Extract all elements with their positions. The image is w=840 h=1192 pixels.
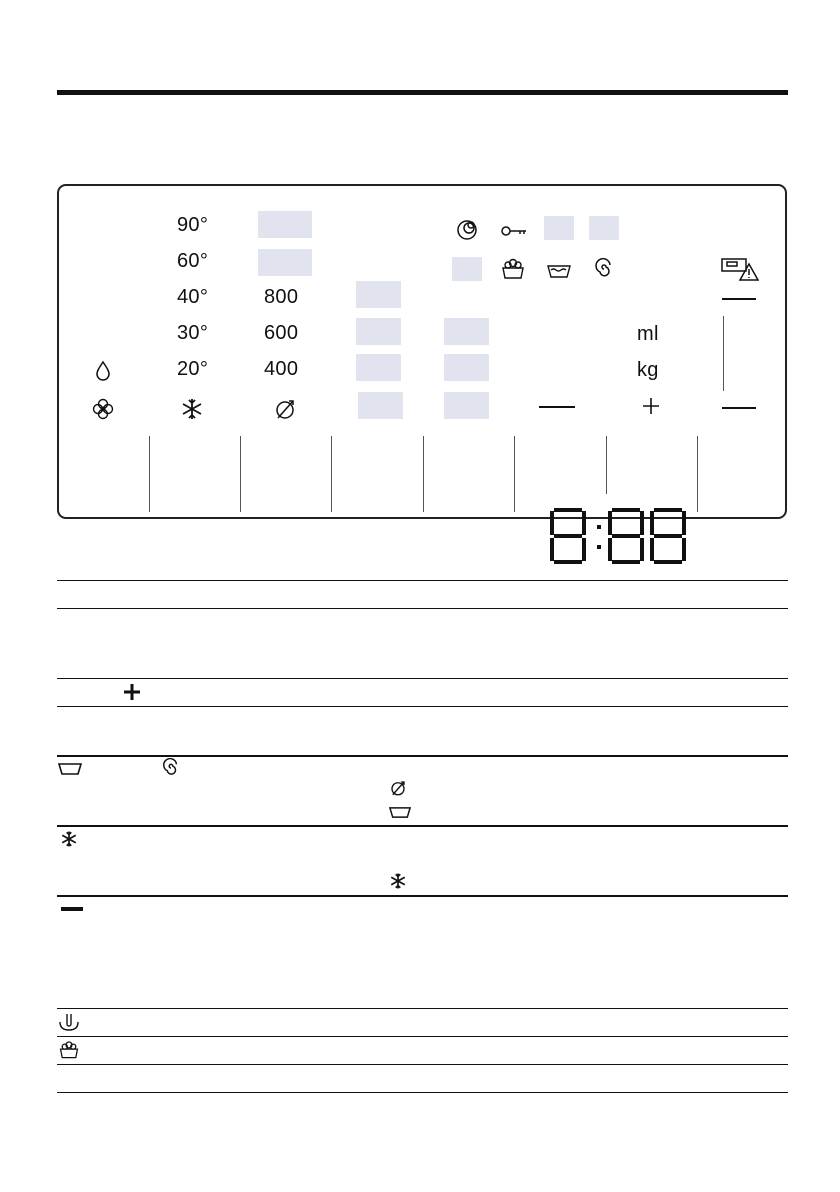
- rinse-tub-icon: [546, 263, 572, 284]
- table-rule: [57, 1064, 788, 1065]
- button-divider: [606, 436, 607, 494]
- indicator-box: [444, 392, 489, 419]
- temp-90[interactable]: 90°: [177, 214, 209, 236]
- spin-600[interactable]: 600: [264, 322, 299, 344]
- table-rule: [57, 1036, 788, 1037]
- indicator-box: [356, 281, 401, 308]
- right-dash-top: [722, 298, 756, 300]
- button-divider: [331, 436, 332, 512]
- table-rule: [57, 580, 788, 581]
- indicator-box: [452, 257, 482, 281]
- indicator-box: [544, 216, 574, 240]
- temp-30[interactable]: 30°: [177, 322, 209, 344]
- table-rule: [57, 895, 788, 897]
- spin-400[interactable]: 400: [264, 358, 299, 380]
- flower-icon: [91, 397, 115, 426]
- indicator-box: [444, 318, 489, 345]
- indicator-box: [444, 354, 489, 381]
- key-lock-icon: [500, 224, 528, 243]
- dosing-warning-icon: [721, 256, 759, 287]
- drop-icon: [93, 360, 113, 387]
- indicator-box: [258, 211, 312, 238]
- snowflake-icon: [60, 830, 78, 853]
- top-rule: [57, 90, 788, 95]
- minus-icon[interactable]: [539, 406, 575, 408]
- plus-icon[interactable]: [641, 396, 661, 421]
- stain-icon: [455, 216, 481, 247]
- indicator-box: [356, 318, 401, 345]
- segment-display: [550, 508, 690, 571]
- table-rule: [57, 1008, 788, 1009]
- unit-ml: ml: [637, 323, 659, 345]
- no-spin-icon: [389, 779, 407, 802]
- snowflake-icon: [180, 397, 204, 426]
- table-rule: [57, 825, 788, 827]
- temp-20[interactable]: 20°: [177, 358, 209, 380]
- table-rule: [57, 706, 788, 707]
- temp-60[interactable]: 60°: [177, 250, 209, 272]
- no-spin-icon: [273, 397, 297, 426]
- tub-icon: [58, 762, 82, 781]
- indicator-box: [589, 216, 619, 240]
- button-divider: [240, 436, 241, 512]
- plus-icon: [123, 683, 141, 706]
- tub-icon: [389, 806, 411, 824]
- spiral-icon: [161, 758, 181, 783]
- button-divider: [514, 436, 515, 512]
- prewash-tub-icon: [500, 258, 526, 285]
- button-divider: [423, 436, 424, 512]
- table-rule: [57, 678, 788, 679]
- drain-hand-icon: [58, 1012, 80, 1037]
- right-dash-bottom: [722, 407, 756, 409]
- table-rule: [57, 608, 788, 609]
- table-rule: [57, 755, 788, 757]
- button-divider: [697, 436, 698, 512]
- indicator-box: [356, 354, 401, 381]
- divider: [723, 316, 724, 391]
- button-divider: [149, 436, 150, 512]
- control-panel: [57, 184, 787, 519]
- unit-kg: kg: [637, 359, 659, 381]
- spin-spiral-icon: [593, 258, 615, 285]
- snowflake-icon: [389, 872, 407, 895]
- prewash-tub-icon: [58, 1040, 80, 1065]
- spin-800[interactable]: 800: [264, 286, 299, 308]
- minus-icon: [61, 907, 83, 911]
- table-rule: [57, 1092, 788, 1093]
- indicator-box: [258, 249, 312, 276]
- indicator-box: [358, 392, 403, 419]
- temp-40[interactable]: 40°: [177, 286, 209, 308]
